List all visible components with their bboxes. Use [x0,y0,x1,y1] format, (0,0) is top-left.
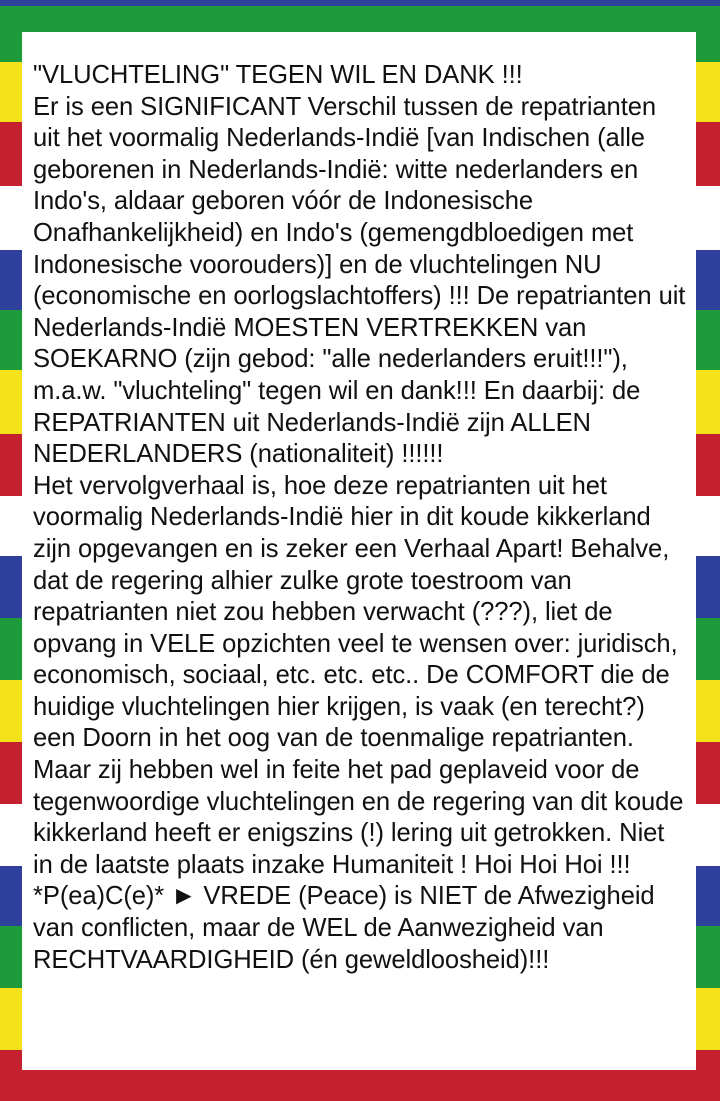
post-text: "VLUCHTELING" TEGEN WIL EN DANK !!! Er is een SIGNIFICANT Verschil tussen de repatrianten uit het voormalig Nederlands-Indië [van Indischen (alle geborenen in Nederlands-Indië: witte nederlanders en Indo's, aldaar geboren vóór de Indonesische Onafhankelijkheid) en Indo's (gemengdbloedigen met Indonesische voorouders)] en de vluchtelingen NU (economische en oorlogslachtoffers) !!! De repatrianten uit Nederlands-Indië MOESTEN VERTREKKEN van SOEKARNO (zijn gebod: "alle nederlanders eruit!!!"), m.a.w. "vluchteling" tegen wil en dank!!! En daarbij: de REPATRIANTEN uit Nederlands-Indië zijn ALLEN NEDERLANDERS (nationaliteit) !!!!!! Het vervolgverhaal is, hoe deze repatrianten uit het voormalig Nederlands-Indië hier in dit koude kikkerland zijn opgevangen en is zeker een Verhaal Apart! Behalve, dat de regering alhier zulke grote toestroom van repatrianten niet zou hebben verwacht (???), liet de opvang in VELE opzichten veel te wensen over: juridisch, economisch, sociaal, etc. etc. etc.. De COMFORT die de huidige vluchtelingen hier krijgen, is vaak (en terecht?) een Doorn in het oog van de toenmalige repatrianten. Maar zij hebben wel in feite het pad geplaveid voor de tegenwoordige vluchtelingen en de regering van dit koude kikkerland heeft er enigszins (!) lering uit getrokken. Niet in de laatste plaats inzake Humaniteit ! Hoi Hoi Hoi !!! *P(ea)C(e)* ► VREDE (Peace) is NIET de Afwezigheid van conflicten, maar de WEL de Aanwezigheid van RECHTVAARDIGHEID (én geweldloosheid)!!! [33,61,686,974]
text-panel [22,32,696,1070]
top-color-strip [0,0,720,6]
